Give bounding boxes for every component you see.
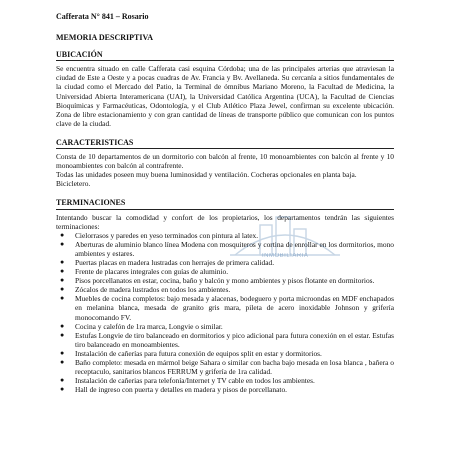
caracteristicas-line: Todas las unidades poseen muy buena luminosidad y ventilación. Cocheras opcionales en planta baja. bbox=[56, 170, 357, 180]
list-item bbox=[56, 285, 394, 294]
section-heading-ubicacion: UBICACIÓN bbox=[56, 50, 394, 61]
list-item-text: Baño completo: mesada en mármol beige Sahara o similar con bacha bajo mesada en losa blanca , bañera o receptaculo, sanitarios blancos FERRUM y grifería de 1ra calidad. bbox=[75, 358, 394, 377]
list-item-text: Cielorrasos y paredes en yeso terminados con pintura al latex. bbox=[75, 230, 259, 240]
section-heading-terminaciones: TERMINACIONES bbox=[56, 198, 394, 209]
caracteristicas-paragraph: Consta de 10 departamentos de un dormitorio con balcón al frente, 10 monoambientes con balcón al frente y 10 monoambientes con balcón al contrafrente. bbox=[56, 152, 394, 171]
terminaciones-intro: Intentando buscar la comodidad y confort de los propietarios, los departamentos tendrán las siguientes terminaciones: bbox=[56, 212, 394, 231]
list-item bbox=[56, 231, 394, 240]
page-header-title: Cafferata N° 841 – Rosario bbox=[56, 12, 149, 21]
list-item-text: Muebles de cocina completos: bajo mesada y alacenas, bodeguero y porta microondas en MDF enchapados en melanina blanca, mesada de granito gris mara, pileta de acero inoxidable Johnson y grifería monocomando FV. bbox=[75, 294, 394, 322]
list-item-text: Puertas placas en madera lustradas con herrajes de primera calidad. bbox=[75, 257, 275, 267]
list-item bbox=[56, 240, 394, 258]
section-ubicacion bbox=[56, 50, 394, 128]
section-terminaciones bbox=[56, 198, 394, 394]
bullet-icon: ● bbox=[60, 348, 65, 357]
list-item-text: Estufas Longvie de tiro balanceado en dormitorios y pico adicional para futura conexión en el estar. Estufas tiro balanceado en monoambientes. bbox=[75, 330, 394, 349]
bullet-icon: ● bbox=[60, 267, 65, 276]
list-item-text: Cocina y calefón de 1ra marca, Longvie o similar. bbox=[75, 321, 223, 331]
list-item-text: Pisos porcellanatos en estar, cocina, baño y balcón y mono ambientes y pisos flotante en dormitorios. bbox=[75, 276, 375, 286]
list-item bbox=[56, 358, 394, 376]
bullet-icon: ● bbox=[60, 276, 65, 285]
caracteristicas-line: Bicicletero. bbox=[56, 179, 91, 189]
list-item bbox=[56, 322, 394, 331]
list-item bbox=[56, 267, 394, 276]
ubicacion-paragraph: Se encuentra situado en calle Cafferata casi esquina Córdoba; una de las principales arterias que atraviesan la ciudad de Este a Oeste y a pocas cuadras de Av. Francia y Bv. Avellaneda. Su cercanía a sitios fundamentales de la ciudad como el Mercado del Patio, la Terminal de ómnibus Mariano Moreno, la Facultad de Medicina, la Universidad Abierta Interamericana (UAI), la Universidad Católica Argentina (UCA), la Facultad de Ciencias Bioquímicas y Farmacéuticas, Odontología, y el Club Atlético Plaza Jewel, confirman su excelente ubicación. Zona de libre estacionamiento y con gran cantidad de líneas de transporte público que comunican con los puntos clave de la ciudad. bbox=[56, 64, 394, 128]
bullet-icon: ● bbox=[60, 239, 65, 248]
section-caracteristicas bbox=[56, 138, 394, 188]
bullet-icon: ● bbox=[60, 294, 65, 303]
bullet-icon: ● bbox=[60, 321, 65, 330]
section-heading-caracteristicas: CARACTERISTICAS bbox=[56, 138, 394, 149]
bullet-icon: ● bbox=[60, 285, 65, 294]
list-item bbox=[56, 349, 394, 358]
list-item-text: Zócalos de madera lustrados en todos los ambientes. bbox=[75, 285, 231, 295]
bullet-icon: ● bbox=[60, 358, 65, 366]
bullet-icon: ● bbox=[60, 376, 65, 385]
bullet-icon: ● bbox=[60, 230, 65, 239]
list-item-text: Instalación de cañerías para futura conexión de equipos split en estar y dormitorios. bbox=[75, 348, 322, 358]
bullet-icon: ● bbox=[60, 330, 65, 339]
bullet-icon: ● bbox=[60, 257, 65, 266]
list-item bbox=[56, 376, 394, 385]
list-item-text: Aberturas de aluminio blanco línea Modena con mosquiteros y cortina de enrollar en los dormitorios, mono ambientes y estares. bbox=[75, 239, 394, 258]
list-item bbox=[56, 276, 394, 285]
terminaciones-list bbox=[56, 231, 394, 395]
list-item bbox=[56, 331, 394, 349]
list-item-text: Frente de placares integrales con guías de aluminio. bbox=[75, 267, 229, 277]
list-item bbox=[56, 294, 394, 321]
bullet-icon: ● bbox=[60, 385, 65, 394]
list-item bbox=[56, 258, 394, 267]
watermark-label: INMOBILIARIA bbox=[262, 253, 309, 259]
document-heading: MEMORIA DESCRIPTIVA bbox=[56, 33, 153, 43]
list-item bbox=[56, 385, 394, 394]
list-item-text: Hall de ingreso con puerta y detalles en madera y pisos de porcellanato. bbox=[75, 385, 287, 395]
list-item-text: Instalación de cañerias para telefonía/Internet y TV cable en todos los ambientes. bbox=[75, 376, 315, 386]
